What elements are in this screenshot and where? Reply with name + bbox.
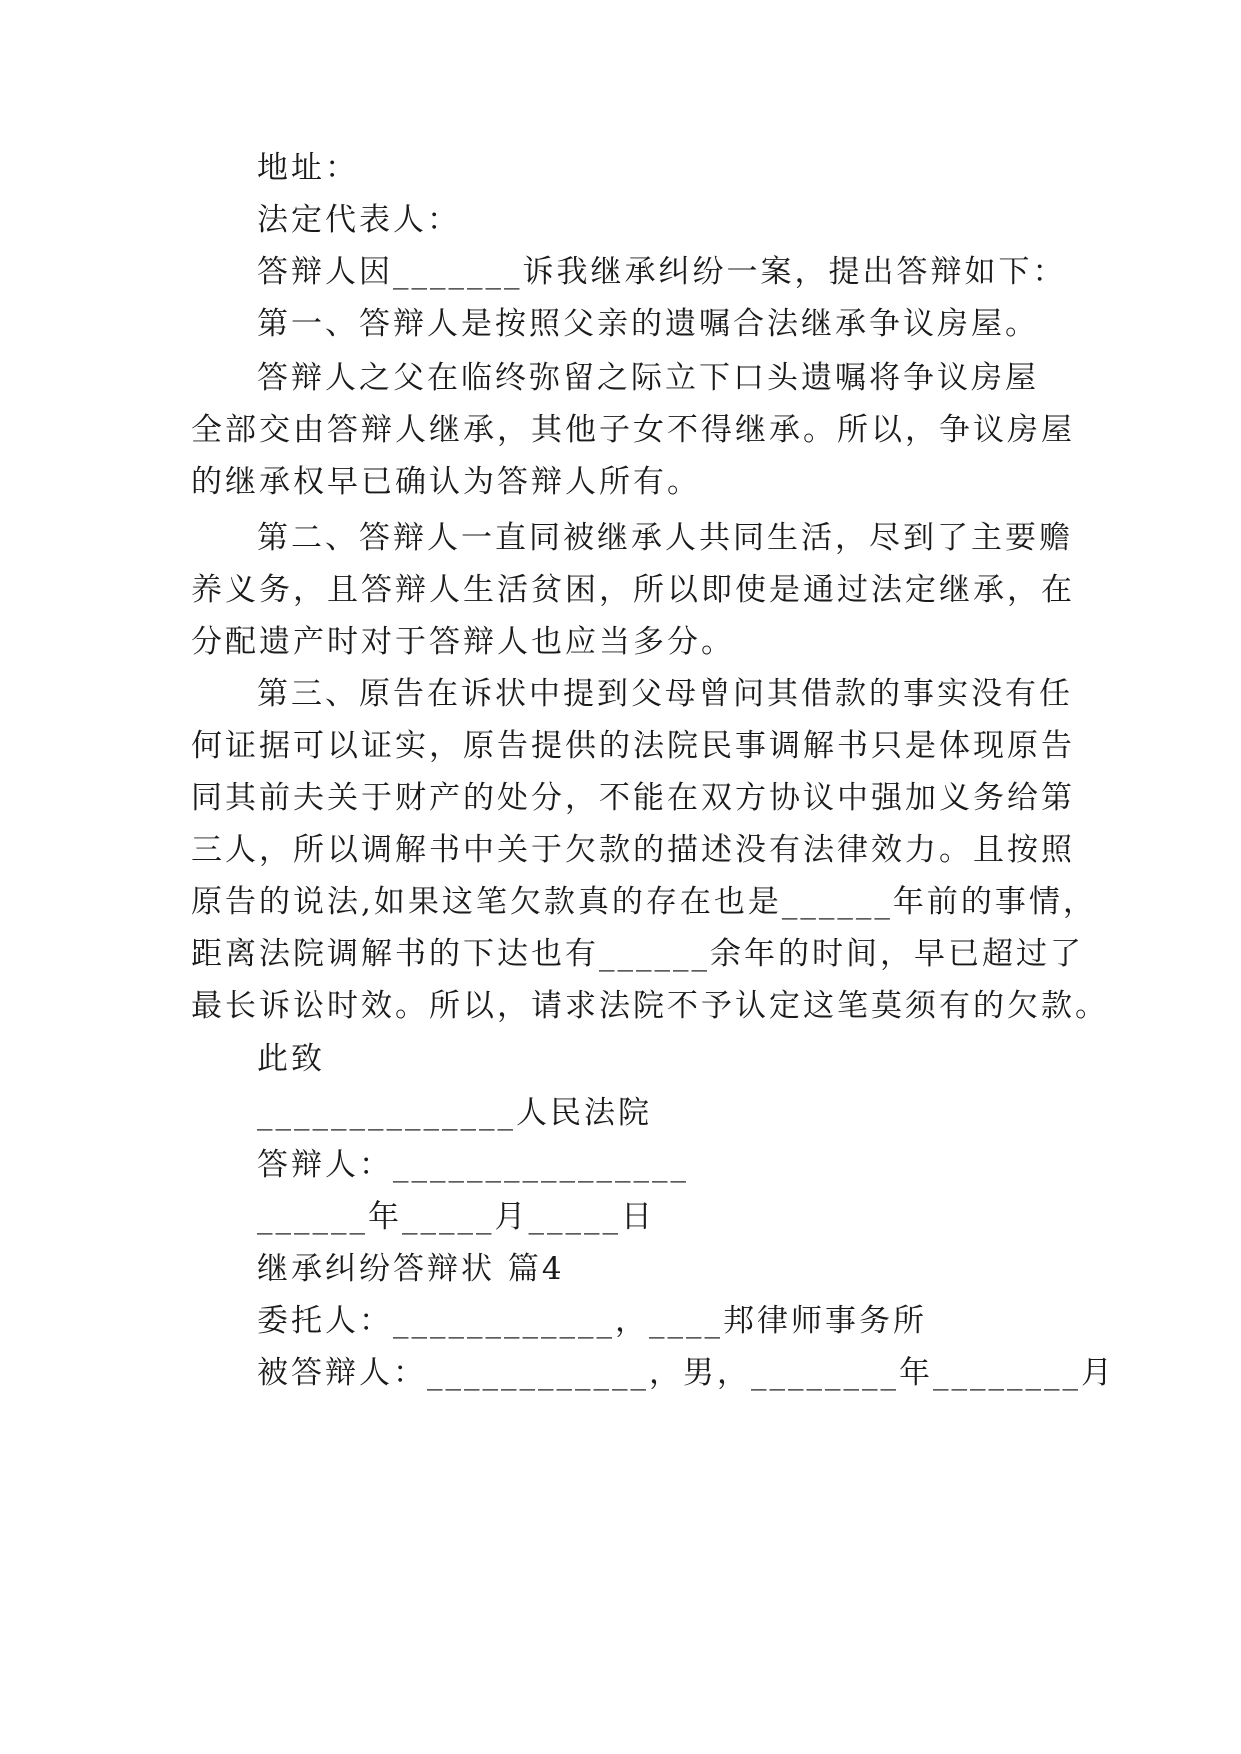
salutation: 此致 <box>257 1041 325 1077</box>
point-three-line-1: 第三、原告在诉状中提到父母曾问其借款的事实没有任 <box>257 676 1073 712</box>
date-line: ______年_____月_____日 <box>257 1199 655 1235</box>
point-one-body-line-1: 答辩人之父在临终弥留之际立下口头遗嘱将争议房屋 <box>257 360 1039 396</box>
point-three-line-6: 距离法院调解书的下达也有______余年的时间，早已超过了 <box>191 936 1084 972</box>
client-line: 委托人：____________，____邦律师事务所 <box>257 1303 927 1339</box>
point-two-line-1: 第二、答辩人一直同被继承人共同生活，尽到了主要赡 <box>257 520 1073 556</box>
point-two-line-3: 分配遗产时对于答辩人也应当多分。 <box>191 624 735 660</box>
point-three-line-5: 原告的说法,如果这笔欠款真的存在也是______年前的事情， <box>191 884 1097 920</box>
point-two-line-2: 养义务，且答辩人生活贫困，所以即使是通过法定继承，在 <box>191 572 1075 608</box>
point-one-heading: 第一、答辩人是按照父亲的遗嘱合法继承争议房屋。 <box>257 306 1039 342</box>
address-label: 地址： <box>257 150 359 186</box>
respondent-signature-line: 答辩人：________________ <box>257 1147 689 1183</box>
point-one-body-line-2: 全部交由答辩人继承，其他子女不得继承。所以，争议房屋 <box>191 412 1075 448</box>
defense-intro: 答辩人因_______诉我继承纠纷一案，提出答辩如下： <box>257 254 1067 290</box>
point-three-line-2: 何证据可以证实，原告提供的法院民事调解书只是体现原告 <box>191 728 1075 764</box>
point-three-line-7: 最长诉讼时效。所以，请求法院不予认定这笔莫须有的欠款。 <box>191 988 1109 1024</box>
legal-representative-label: 法定代表人： <box>257 202 461 238</box>
respondee-line: 被答辩人：____________，男，________年________月 <box>257 1355 1115 1391</box>
point-three-line-4: 三人，所以调解书中关于欠款的描述没有法律效力。且按照 <box>191 832 1075 868</box>
court-name-line: ______________人民法院 <box>257 1095 652 1131</box>
point-one-body-line-3: 的继承权早已确认为答辩人所有。 <box>191 464 701 500</box>
point-three-line-3: 同其前夫关于财产的处分，不能在双方协议中强加义务给第 <box>191 780 1075 816</box>
section-heading: 继承纠纷答辩状 篇4 <box>257 1251 565 1287</box>
